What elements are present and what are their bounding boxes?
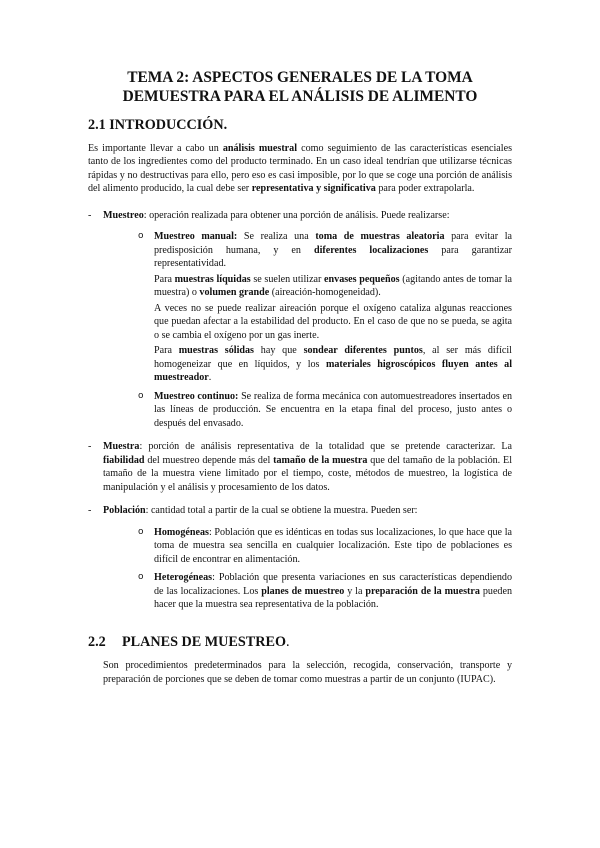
homogeneas-item: o Homogéneas: Población que es idénticas en todas sus localizaciones, lo que hace que la toma de muestra sea sencilla en cualquier localización. Este tipo de poblaciones es difícil de encontrar en alimentación. — [138, 526, 512, 565]
muestreo-manual-item: o Muestreo manual: Se realiza una toma de muestras aleatoria para evitar la predisposición humana, y en diferentes localizaciones para garantizar representatividad. Para muestras líquidas se suelen utilizar envases pequeños (agitando antes de tomar la muestra) o volumen grande (aireación-homogeneidad). A veces no se puede realizar aireación porque el oxígeno cataliza algunas reacciones que puedan afectar a la estabilidad del producto. En el caso de que no se pueda, se agita o se cambia el oxígeno por un gas inerte. Para muestras sólidas hay que sondear diferentes puntos, al ser más difícil homogeneizar que en líquidos, y los materiales higroscópicos fluyen antes al muestreador. — [138, 231, 513, 384]
bullet-marker: o — [138, 231, 144, 242]
planes-paragraph: Son procedimientos predeterminados para la selección, recogida, conservación, transporte y preparación de porciones que se deben de tomar como muestras a partir de un conjunto (IUPAC). — [103, 660, 512, 685]
intro-paragraph: Es importante llevar a cabo un análisis muestral como seguimiento de las características esenciales tanto de los ingredientes como del producto terminado. En un caso ideal tendrían que utilizarse técnicas rápidas y no destructivas para ello, pero eso es casi imposible, por lo que se coge una porción de análisis del alimento producido, la cual debe ser representativa y significativa para poder extrapolarla. — [88, 142, 512, 195]
section-heading-planes: 2.2 PLANES DE MUESTREO. — [88, 634, 290, 650]
dash-marker: - — [88, 505, 92, 517]
poblacion-item: - Población: cantidad total a partir de la cual se obtiene la muestra. Pueden ser: o Homogéneas: Población que es idénticas en todas sus localizaciones, lo que hace que la toma de muestra sea sencilla en cualquier localización. Este tipo de poblaciones es difícil de encontrar en alimentación. o Heterogéneas: Población que presenta variaciones en sus características dependiendo de las localizaciones. Los planes de muestreo y la preparación de la muestra pueden hacer que la muestra sea representativa de la población. — [88, 505, 513, 611]
poblacion-types-list — [103, 526, 512, 612]
muestra-item: - Muestra: porción de análisis representativa de la totalidad que se pretende caracterizar. La fiabilidad del muestreo depende más del tamaño de la muestra que del tamaño de la población. El tamaño de la muestra viene limitado por el tiempo, coste, métodos de muestreo, la logística de manipulación y el análisis y procesamiento de los datos. — [88, 441, 512, 493]
bullet-marker: o — [138, 390, 144, 401]
bullet-marker: o — [138, 572, 144, 583]
section-heading-introduccion: 2.1 INTRODUCCIÓN. — [88, 116, 228, 133]
document-title: TEMA 2: ASPECTOS GENERALES DE LA TOMA DEMUESTRA PARA EL ANÁLISIS DE ALIMENTO — [122, 69, 478, 106]
bullet-marker: o — [138, 526, 144, 537]
muestreo-item: - Muestreo: operación realizada para obtener una porción de análisis. Puede realizarse: o Muestreo manual: Se realiza una toma de muestras aleatoria para evitar la predisposición humana, y en diferentes localizaciones para garantizar representatividad. Para muestras líquidas se suelen utilizar envases pequeños (agitando antes de tomar la muestra) o volumen grande (aireación-homogeneidad). A veces no se puede realizar aireación porque el oxígeno cataliza algunas reacciones que puedan afectar a la estabilidad del producto. En el caso de que no se pueda, se agita o se cambia el oxígeno por un gas inerte. Para muestras sólidas hay que sondear diferentes puntos, al ser más difícil homogeneizar que en líquidos, y los materiales higroscópicos fluyen antes al muestreador. o Muestreo continuo: Se realiza de forma mecánica con automuestreadores insertados en las líneas de producción. Se encuentra en la etapa final del proceso, justo antes o después del envasado. — [88, 209, 513, 429]
dash-marker: - — [88, 441, 92, 453]
heterogeneas-item: o Heterogéneas: Población que presenta variaciones en sus características dependiendo de las localizaciones. Los planes de muestreo y la preparación de la muestra pueden hacer que la muestra sea representativa de la población. — [138, 572, 513, 611]
muestreo-continuo-item: o Muestreo continuo: Se realiza de forma mecánica con automuestreadores insertados en las líneas de producción. Se encuentra en la etapa final del proceso, justo antes o después del envasado. — [138, 390, 512, 429]
muestreo-types-list — [103, 230, 512, 430]
dash-marker: - — [88, 209, 92, 221]
